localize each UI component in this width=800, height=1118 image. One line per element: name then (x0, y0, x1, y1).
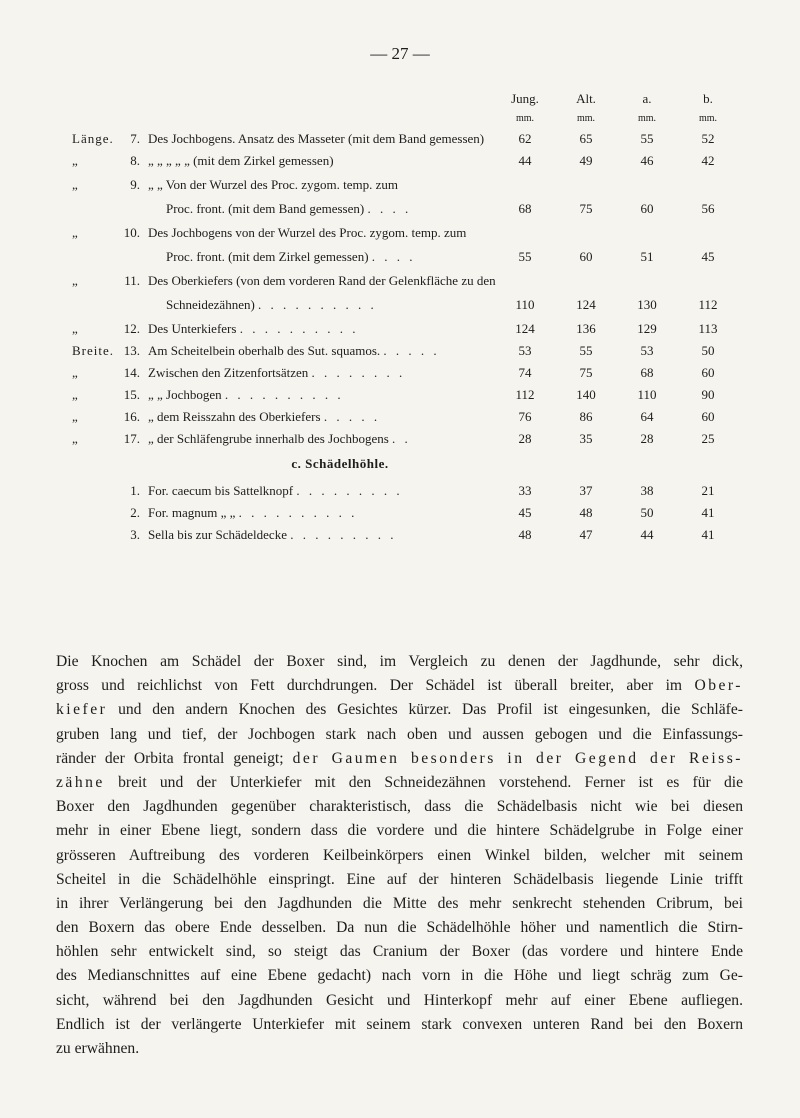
unit-label: mm. (698, 113, 718, 124)
row-number: 12. (123, 321, 140, 336)
spaced-emphasis: kiefer (56, 701, 108, 719)
unit-label: mm. (576, 113, 596, 124)
cell-value: 47 (579, 527, 593, 542)
cell-value: 41 (701, 505, 715, 520)
cell-value: 51 (640, 249, 654, 264)
cell-value: 25 (701, 431, 715, 446)
text-line: zu erwähnen. (56, 1040, 140, 1057)
row-group-label: „ (72, 431, 78, 446)
cell-value: 48 (518, 527, 532, 542)
row-description: „ „ Jochbogen . . . . . . . . . . (148, 387, 344, 402)
text-line: mehr in einer Ebene liegt, sondern dass die vordere und die hintere Schädelgrube in Folge einer (56, 822, 743, 840)
row-description: Zwischen den Zitzenfortsätzen . . . . . . . . (148, 365, 406, 380)
unit-label: mm. (515, 113, 535, 124)
row-group-label: „ (72, 153, 78, 168)
row-number: 16. (123, 409, 140, 424)
text-line: zähne breit und der Unterkiefer mit den Schneidezähnen vorstehend. Ferner ist es für die (56, 773, 743, 791)
text-line: sicht, während bei den Jagdhunden Gesicht und Hinterkopf mehr auf einer Ebene aufliegen. (56, 991, 743, 1009)
row-group-label: „ (72, 273, 78, 288)
text-line: des Medianschnittes auf eine Ebene gedacht) nach vorn in die Höhe und liegt schräg zum Ge- (56, 967, 743, 985)
cell-value: 53 (640, 343, 654, 358)
leader-dots: . . . . . . . . . . (239, 321, 359, 336)
text-line: Die Knochen am Schädel der Boxer sind, im Vergleich zu denen der Jagdhunde, sehr dick, (56, 653, 743, 670)
text-line: höhlen sehr entwickelt sind, so steigt das Cranium der Boxer (das vordere und hintere Ende (56, 943, 743, 961)
leader-dots: . . . . . . . . (311, 365, 406, 380)
text-line: den Boxern das obere Ende desselben. Da nun die Schädelhöhle höher und namentlich die Stirn- (56, 919, 743, 937)
row-group-label: „ (72, 409, 78, 424)
text-line: gross und reichlichst von Fett durchdrungen. Der Schädel ist überall breiter, aber im Ober- (56, 677, 743, 695)
cell-value: 112 (698, 297, 718, 312)
row-group-label: „ (72, 387, 78, 402)
cell-value: 33 (518, 483, 532, 498)
cell-value: 35 (579, 431, 593, 446)
cell-value: 140 (576, 387, 596, 402)
cell-value: 64 (640, 409, 654, 424)
cell-value: 75 (579, 201, 593, 216)
cell-value: 112 (515, 387, 535, 402)
cell-value: 76 (518, 409, 532, 424)
table-row (0, 504, 800, 522)
row-group-label: Breite. (72, 343, 115, 358)
row-description: Des Oberkiefers (von dem vorderen Rand der Gelenkfläche zu den (148, 273, 496, 288)
cell-value: 130 (637, 297, 657, 312)
row-description: „ der Schläfengrube innerhalb des Jochbogens . . (148, 431, 411, 446)
table-row (0, 272, 800, 290)
text-line: Boxer den Jagdhunden gegenüber charakteristisch, dass die Schädelbasis nicht wie bei diesen (56, 798, 743, 816)
row-description: Des Jochbogens von der Wurzel des Proc. zygom. temp. zum (148, 225, 467, 240)
table-row (0, 342, 800, 360)
row-description: Proc. front. (mit dem Zirkel gemessen) . . . . (166, 249, 416, 264)
row-number: 9. (130, 177, 140, 192)
table-row (0, 248, 800, 266)
cell-value: 46 (640, 153, 654, 168)
row-number: 3. (130, 527, 140, 542)
column-header-row (0, 90, 800, 108)
row-description: For. magnum „ „ . . . . . . . . . . (148, 505, 358, 520)
cell-value: 42 (701, 153, 715, 168)
row-number: 1. (130, 483, 140, 498)
cell-value: 60 (701, 365, 715, 380)
text-line: kiefer und den andern Knochen des Gesichtes kürzer. Das Profil ist eingesunken, die Schläfe- (56, 701, 743, 719)
leader-dots: . . . . . . . . . . (238, 505, 358, 520)
table-row (0, 482, 800, 500)
body-paragraph (56, 650, 743, 1061)
row-description: Des Jochbogens. Ansatz des Masseter (mit dem Band gemessen) (148, 131, 485, 146)
row-number: 8. (130, 153, 140, 168)
cell-value: 129 (637, 321, 657, 336)
leader-dots: . . . . . . . . . . (258, 297, 377, 312)
cell-value: 60 (579, 249, 593, 264)
cell-value: 52 (701, 131, 715, 146)
row-number: 10. (123, 225, 140, 240)
row-description: Sella bis zur Schädeldecke . . . . . . . . . (148, 527, 397, 542)
column-header: b. (703, 91, 713, 106)
row-number: 17. (123, 431, 140, 446)
leader-dots: . . . . . . . . . (296, 483, 403, 498)
table-row (0, 152, 800, 170)
cell-value: 110 (637, 387, 657, 402)
cell-value: 56 (701, 201, 715, 216)
leader-dots: . . . . (367, 201, 412, 216)
cell-value: 28 (640, 431, 654, 446)
cell-value: 60 (701, 409, 715, 424)
cell-value: 124 (515, 321, 535, 336)
column-header: Jung. (511, 91, 539, 106)
cell-value: 49 (579, 153, 593, 168)
spaced-emphasis: Ober- (694, 677, 743, 695)
cell-value: 136 (576, 321, 596, 336)
row-number: 13. (123, 343, 140, 358)
cell-value: 55 (518, 249, 532, 264)
leader-dots: . . . . . . . . . . (224, 387, 344, 402)
text-line: gruben lang und tief, der Jochbogen stark nach oben und aussen gebogen und die Einfassungs- (56, 725, 743, 743)
cell-value: 41 (701, 527, 715, 542)
leader-dots: . . . . . (323, 409, 381, 424)
leader-dots: . . . . (371, 249, 416, 264)
cell-value: 55 (579, 343, 593, 358)
row-group-label: „ (72, 321, 78, 336)
cell-value: 86 (579, 409, 593, 424)
cell-value: 75 (579, 365, 593, 380)
cell-value: 55 (640, 131, 654, 146)
leader-dots: . . . . . . . . . (290, 527, 397, 542)
cell-value: 38 (640, 483, 654, 498)
table-row (0, 526, 800, 544)
table-row (0, 364, 800, 382)
row-description: „ dem Reisszahn des Oberkiefers . . . . . (148, 409, 381, 424)
table-row (0, 200, 800, 218)
table-row (0, 320, 800, 338)
cell-value: 45 (518, 505, 532, 520)
cell-value: 45 (701, 249, 715, 264)
table-row (0, 408, 800, 426)
cell-value: 74 (518, 365, 532, 380)
row-group-label: „ (72, 365, 78, 380)
spaced-emphasis: der Gaumen besonders in der Gegend der Reiss- (292, 749, 743, 767)
cell-value: 110 (515, 297, 535, 312)
cell-value: 48 (579, 505, 593, 520)
row-number: 11. (124, 273, 140, 288)
cell-value: 53 (518, 343, 532, 358)
column-header: a. (642, 91, 652, 106)
row-group-label: „ (72, 177, 78, 192)
table-row (0, 176, 800, 194)
table-row (0, 296, 800, 314)
text-line: Endlich ist der verlängerte Unterkiefer mit seinem stark convexen unteren Rand bei den Boxern (56, 1015, 743, 1033)
cell-value: 50 (640, 505, 654, 520)
table-row (0, 224, 800, 242)
cell-value: 90 (701, 387, 715, 402)
row-description: Am Scheitelbein oberhalb des Sut. squamos. . . . . . (148, 343, 440, 358)
row-description: For. caecum bis Sattelknopf . . . . . . . . . (148, 483, 403, 498)
row-description: Des Unterkiefers . . . . . . . . . . (148, 321, 359, 336)
unit-label: mm. (637, 113, 657, 124)
row-number: 7. (130, 131, 140, 146)
cell-value: 28 (518, 431, 532, 446)
column-header: Alt. (576, 91, 596, 106)
table-row (0, 430, 800, 448)
cell-value: 44 (640, 527, 654, 542)
text-line: Scheitel in die Schädelhöhle einspringt. Eine auf der hinteren Schädelbasis liegende Linie trifft (56, 870, 743, 888)
row-number: 2. (130, 505, 140, 520)
cell-value: 37 (579, 483, 593, 498)
row-group-label: Länge. (72, 131, 114, 146)
section-title: c. Schädelhöhle. (291, 456, 389, 471)
unit-row (0, 110, 800, 128)
row-number: 14. (123, 365, 140, 380)
text-line: in ihrer Verlängerung bei den Jagdhunden die Mitte des mehr senkrecht stehenden Cribrum, bei (56, 894, 743, 912)
table-row (0, 130, 800, 148)
section-heading (0, 456, 800, 472)
leader-dots: . . . . . (383, 343, 440, 358)
row-description: Schneidezähnen) . . . . . . . . . . (166, 297, 377, 312)
cell-value: 60 (640, 201, 654, 216)
cell-value: 44 (518, 153, 532, 168)
cell-value: 68 (518, 201, 532, 216)
cell-value: 124 (576, 297, 596, 312)
cell-value: 62 (518, 131, 532, 146)
cell-value: 50 (701, 343, 715, 358)
cell-value: 21 (701, 483, 715, 498)
spaced-emphasis: zähne (56, 773, 105, 791)
cell-value: 68 (640, 365, 654, 380)
text-line: grösseren Auftreibung des vorderen Keilbeinkörpers einen Winkel bilden, welcher mit seinem (56, 846, 743, 864)
row-number: 15. (123, 387, 140, 402)
cell-value: 113 (698, 321, 718, 336)
row-description: Proc. front. (mit dem Band gemessen) . . . . (166, 201, 412, 216)
cell-value: 65 (579, 131, 593, 146)
page-number: — 27 — (370, 44, 430, 63)
row-group-label: „ (72, 225, 78, 240)
row-description: „ „ „ „ „ (mit dem Zirkel gemessen) (148, 153, 334, 168)
table-row (0, 386, 800, 404)
leader-dots: . . (392, 431, 411, 446)
text-line: ränder der Orbita frontal geneigt; der Gaumen besonders in der Gegend der Reiss- (56, 749, 743, 767)
row-description: „ „ Von der Wurzel des Proc. zygom. temp. zum (148, 177, 399, 192)
